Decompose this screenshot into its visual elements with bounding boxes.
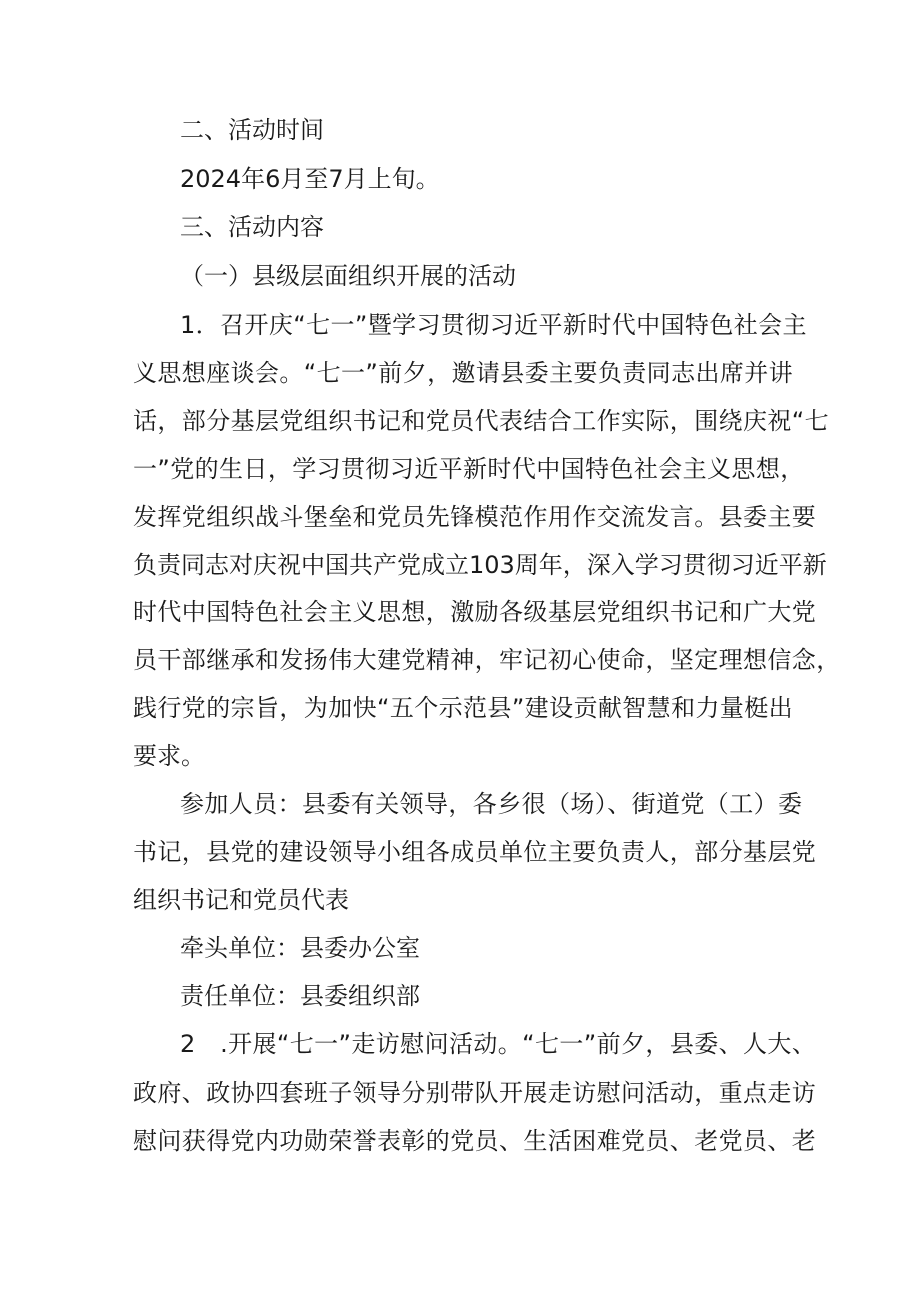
item1-line: 话，部分基层党组织书记和党员代表结合工作实际，围绕庆祝“七 [133,407,830,435]
item1-line: 一”党的生日，学习贯彻习近平新时代中国特色社会主义思想， [133,455,805,483]
lead-unit: 牵头单位：县委办公室 [180,934,420,962]
responsible-unit: 责任单位：县委组织部 [180,982,420,1010]
subheading-county-level: （一）县级层面组织开展的活动 [180,262,516,290]
item1-line: 要求。 [133,742,205,770]
item1-line: 义思想座谈会。“七一”前夕，邀请县委主要负责同志出席并讲 [133,359,794,387]
item1-line: 发挥党组织战斗堡垒和党员先锋模范作用作交流发言。县委主要 [133,503,817,531]
item2-line: 慰问获得党内功勋荣誉表彰的党员、生活困难党员、老党员、老 [133,1127,817,1155]
participants-line: 组织书记和党员代表 [133,886,349,914]
participants-line: 书记，县党的建设领导小组各成员单位主要负责人，部分基层党 [133,838,817,866]
item1-line: 时代中国特色社会主义思想，激励各级基层党组织书记和广大党 [133,598,817,626]
item1-line: 员干部继承和发扬伟大建党精神，牢记初心使命，坚定理想信念， [133,646,841,674]
section-heading-time: 二、活动时间 [180,116,324,144]
item1-line: 负责同志对庆祝中国共产党成立103周年，深入学习贯彻习近平新 [133,551,827,579]
section-heading-content: 三、活动内容 [180,213,324,241]
activity-time-text: 2024年6月至7月上旬。 [180,165,440,193]
item1-line: 1．召开庆“七一”暨学习贯彻习近平新时代中国特色社会主 [180,311,807,339]
participants-line: 参加人员：县委有关领导，各乡很（场）、街道党（工）委 [180,790,803,818]
item2-line: 政府、政协四套班子领导分别带队开展走访慰问活动，重点走访 [133,1079,817,1107]
item1-line: 践行党的宗旨，为加快“五个示范县”建设贡献智慧和力量梃出 [133,694,794,722]
item2-line: 2 .开展“七一”走访慰问活动。“七一”前夕，县委、人大、 [180,1030,817,1058]
